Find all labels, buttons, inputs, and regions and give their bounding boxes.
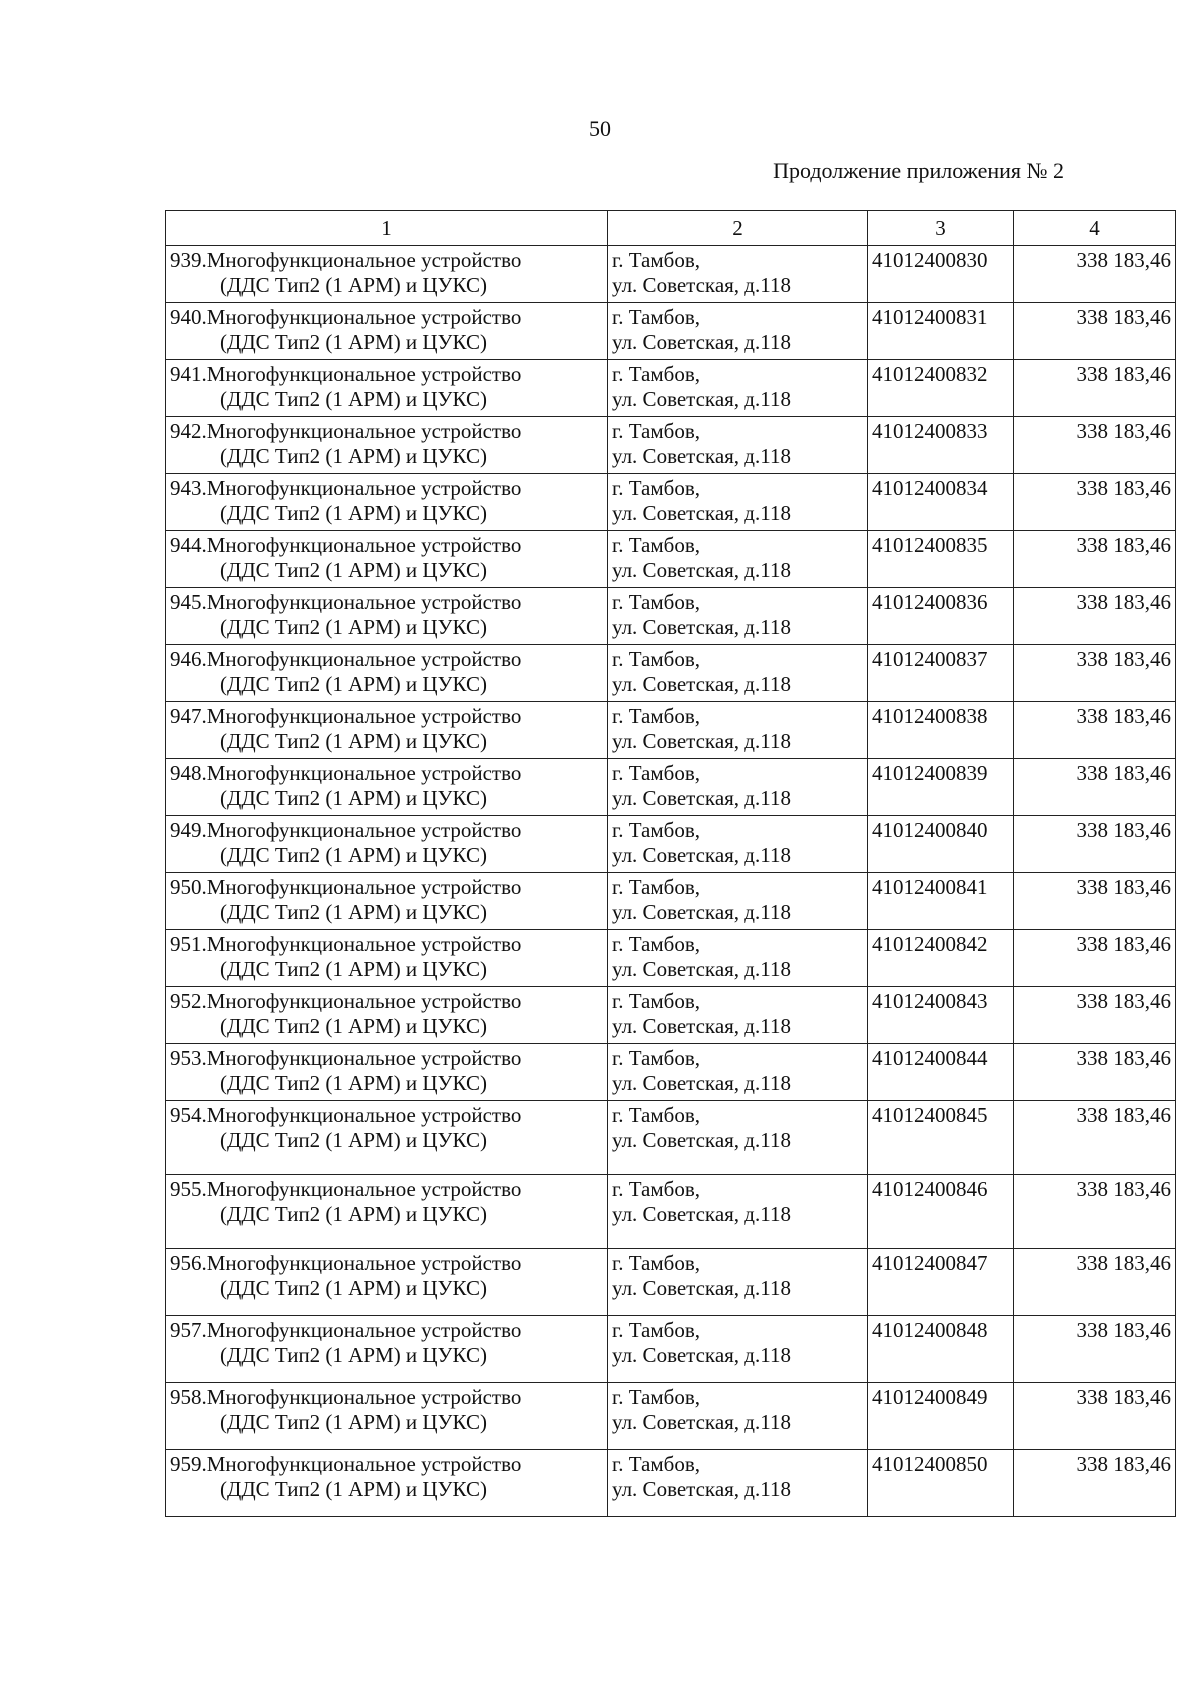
table-row (166, 246, 1176, 303)
table-row (166, 816, 1176, 873)
inventory-number-cell: 41012400848 (868, 1316, 1014, 1383)
table-row (166, 1044, 1176, 1101)
appendix-continuation-title: Продолжение приложения № 2 (773, 158, 1064, 183)
item-number: 941. (170, 362, 207, 386)
item-name-line2: (ДДС Тип2 (1 АРМ) и ЦУКС) (220, 672, 487, 696)
address-cell (608, 1450, 868, 1517)
address-street: ул. Советская, д.118 (612, 1128, 791, 1152)
inventory-number-cell: 41012400830 (868, 246, 1014, 303)
address-street: ул. Советская, д.118 (612, 1014, 791, 1038)
address-city: г. Тамбов, (612, 362, 701, 386)
inventory-number-cell: 41012400832 (868, 360, 1014, 417)
item-name-cell (166, 759, 608, 816)
item-number: 940. (170, 305, 207, 329)
item-number: 946. (170, 647, 207, 671)
amount-cell: 338 183,46 (1014, 759, 1176, 816)
item-name-cell (166, 987, 608, 1044)
inventory-number-cell: 41012400831 (868, 303, 1014, 360)
inventory-number-cell: 41012400845 (868, 1101, 1014, 1175)
item-name-line2: (ДДС Тип2 (1 АРМ) и ЦУКС) (220, 957, 487, 981)
amount-cell: 338 183,46 (1014, 246, 1176, 303)
amount-cell: 338 183,46 (1014, 1450, 1176, 1517)
amount-cell: 338 183,46 (1014, 645, 1176, 702)
address-cell (608, 759, 868, 816)
item-name-line1: Многофункциональное устройство (206, 1452, 522, 1476)
address-cell (608, 588, 868, 645)
amount-cell: 338 183,46 (1014, 1316, 1176, 1383)
item-number: 944. (170, 533, 207, 557)
table-row (166, 1383, 1176, 1450)
inventory-number-cell: 41012400833 (868, 417, 1014, 474)
item-name-line1: Многофункциональное устройство (206, 1318, 522, 1342)
item-name-cell (166, 1450, 608, 1517)
item-name-cell (166, 1249, 608, 1316)
inventory-number-cell: 41012400846 (868, 1175, 1014, 1249)
item-name-cell (166, 645, 608, 702)
amount-cell: 338 183,46 (1014, 1249, 1176, 1316)
amount-cell: 338 183,46 (1014, 1101, 1176, 1175)
item-number: 939. (170, 248, 207, 272)
inventory-number-cell: 41012400842 (868, 930, 1014, 987)
address-city: г. Тамбов, (612, 989, 701, 1013)
address-cell (608, 417, 868, 474)
table-row (166, 1316, 1176, 1383)
address-cell (608, 702, 868, 759)
address-cell (608, 1383, 868, 1450)
column-header-1: 1 (166, 211, 608, 246)
item-number: 955. (170, 1177, 207, 1201)
address-city: г. Тамбов, (612, 761, 701, 785)
amount-cell: 338 183,46 (1014, 930, 1176, 987)
table-row (166, 759, 1176, 816)
address-city: г. Тамбов, (612, 1177, 701, 1201)
address-cell (608, 531, 868, 588)
table-row (166, 987, 1176, 1044)
address-city: г. Тамбов, (612, 1452, 701, 1476)
address-street: ул. Советская, д.118 (612, 786, 791, 810)
address-city: г. Тамбов, (612, 1046, 701, 1070)
item-name-line1: Многофункциональное устройство (206, 1177, 522, 1201)
table-row (166, 702, 1176, 759)
inventory-number-cell: 41012400835 (868, 531, 1014, 588)
table-row (166, 417, 1176, 474)
inventory-number-cell: 41012400844 (868, 1044, 1014, 1101)
item-name-line2: (ДДС Тип2 (1 АРМ) и ЦУКС) (220, 1014, 487, 1038)
item-name-cell (166, 303, 608, 360)
item-number: 949. (170, 818, 207, 842)
address-street: ул. Советская, д.118 (612, 900, 791, 924)
address-street: ул. Советская, д.118 (612, 501, 791, 525)
item-name-cell (166, 474, 608, 531)
item-name-line2: (ДДС Тип2 (1 АРМ) и ЦУКС) (220, 444, 487, 468)
inventory-number-cell: 41012400837 (868, 645, 1014, 702)
table-row (166, 531, 1176, 588)
item-name-line1: Многофункциональное устройство (206, 305, 522, 329)
item-name-line2: (ДДС Тип2 (1 АРМ) и ЦУКС) (220, 729, 487, 753)
address-cell (608, 987, 868, 1044)
inventory-number-cell: 41012400841 (868, 873, 1014, 930)
address-cell (608, 1316, 868, 1383)
item-name-line2: (ДДС Тип2 (1 АРМ) и ЦУКС) (220, 1202, 487, 1226)
inventory-number-cell: 41012400838 (868, 702, 1014, 759)
address-city: г. Тамбов, (612, 590, 701, 614)
amount-cell: 338 183,46 (1014, 417, 1176, 474)
address-city: г. Тамбов, (612, 704, 701, 728)
item-name-line1: Многофункциональное устройство (206, 419, 522, 443)
item-name-line2: (ДДС Тип2 (1 АРМ) и ЦУКС) (220, 615, 487, 639)
amount-cell: 338 183,46 (1014, 531, 1176, 588)
address-street: ул. Советская, д.118 (612, 444, 791, 468)
inventory-number-cell: 41012400843 (868, 987, 1014, 1044)
amount-cell: 338 183,46 (1014, 987, 1176, 1044)
inventory-number-cell: 41012400849 (868, 1383, 1014, 1450)
address-city: г. Тамбов, (612, 875, 701, 899)
item-number: 953. (170, 1046, 207, 1070)
item-name-line1: Многофункциональное устройство (206, 476, 522, 500)
item-name-line2: (ДДС Тип2 (1 АРМ) и ЦУКС) (220, 558, 487, 582)
item-number: 951. (170, 932, 207, 956)
address-cell (608, 645, 868, 702)
item-name-cell (166, 588, 608, 645)
table-header-row (166, 211, 1176, 246)
item-name-cell (166, 873, 608, 930)
address-city: г. Тамбов, (612, 1318, 701, 1342)
item-number: 954. (170, 1103, 207, 1127)
address-street: ул. Советская, д.118 (612, 843, 791, 867)
amount-cell: 338 183,46 (1014, 1383, 1176, 1450)
item-name-line2: (ДДС Тип2 (1 АРМ) и ЦУКС) (220, 330, 487, 354)
address-cell (608, 873, 868, 930)
address-cell (608, 1101, 868, 1175)
item-name-cell (166, 1044, 608, 1101)
amount-cell: 338 183,46 (1014, 588, 1176, 645)
item-name-line2: (ДДС Тип2 (1 АРМ) и ЦУКС) (220, 1343, 487, 1367)
address-street: ул. Советская, д.118 (612, 387, 791, 411)
table-row (166, 930, 1176, 987)
address-cell (608, 930, 868, 987)
item-name-line1: Многофункциональное устройство (206, 590, 522, 614)
item-name-cell (166, 417, 608, 474)
item-name-line1: Многофункциональное устройство (206, 1385, 522, 1409)
item-name-line2: (ДДС Тип2 (1 АРМ) и ЦУКС) (220, 387, 487, 411)
item-name-line2: (ДДС Тип2 (1 АРМ) и ЦУКС) (220, 843, 487, 867)
table-row (166, 303, 1176, 360)
amount-cell: 338 183,46 (1014, 1044, 1176, 1101)
address-street: ул. Советская, д.118 (612, 1276, 791, 1300)
item-name-cell (166, 1175, 608, 1249)
amount-cell: 338 183,46 (1014, 702, 1176, 759)
inventory-number-cell: 41012400840 (868, 816, 1014, 873)
address-street: ул. Советская, д.118 (612, 558, 791, 582)
table-row (166, 474, 1176, 531)
item-number: 957. (170, 1318, 207, 1342)
item-name-line2: (ДДС Тип2 (1 АРМ) и ЦУКС) (220, 786, 487, 810)
item-name-line1: Многофункциональное устройство (206, 362, 522, 386)
address-street: ул. Советская, д.118 (612, 1477, 791, 1501)
item-name-line2: (ДДС Тип2 (1 АРМ) и ЦУКС) (220, 1128, 487, 1152)
table-row (166, 360, 1176, 417)
address-city: г. Тамбов, (612, 1385, 701, 1409)
address-street: ул. Советская, д.118 (612, 1343, 791, 1367)
item-number: 958. (170, 1385, 207, 1409)
item-name-line2: (ДДС Тип2 (1 АРМ) и ЦУКС) (220, 501, 487, 525)
address-street: ул. Советская, д.118 (612, 273, 791, 297)
column-header-2: 2 (608, 211, 868, 246)
item-name-line2: (ДДС Тип2 (1 АРМ) и ЦУКС) (220, 900, 487, 924)
item-number: 943. (170, 476, 207, 500)
item-name-line1: Многофункциональное устройство (206, 647, 522, 671)
address-cell (608, 360, 868, 417)
address-cell (608, 246, 868, 303)
item-number: 942. (170, 419, 207, 443)
item-name-cell (166, 930, 608, 987)
address-cell (608, 1249, 868, 1316)
item-name-line2: (ДДС Тип2 (1 АРМ) и ЦУКС) (220, 273, 487, 297)
item-name-line2: (ДДС Тип2 (1 АРМ) и ЦУКС) (220, 1410, 487, 1434)
amount-cell: 338 183,46 (1014, 816, 1176, 873)
item-name-cell (166, 360, 608, 417)
address-city: г. Тамбов, (612, 1103, 701, 1127)
item-number: 950. (170, 875, 207, 899)
item-name-line2: (ДДС Тип2 (1 АРМ) и ЦУКС) (220, 1071, 487, 1095)
item-name-line1: Многофункциональное устройство (206, 1103, 522, 1127)
item-name-line1: Многофункциональное устройство (206, 989, 522, 1013)
item-name-line1: Многофункциональное устройство (206, 248, 522, 272)
item-name-line2: (ДДС Тип2 (1 АРМ) и ЦУКС) (220, 1276, 487, 1300)
item-name-line1: Многофункциональное устройство (206, 1046, 522, 1070)
address-street: ул. Советская, д.118 (612, 729, 791, 753)
table-row (166, 588, 1176, 645)
item-name-cell (166, 1316, 608, 1383)
table-row (166, 1175, 1176, 1249)
address-street: ул. Советская, д.118 (612, 957, 791, 981)
inventory-number-cell: 41012400839 (868, 759, 1014, 816)
amount-cell: 338 183,46 (1014, 474, 1176, 531)
address-cell (608, 816, 868, 873)
table-row (166, 873, 1176, 930)
inventory-number-cell: 41012400847 (868, 1249, 1014, 1316)
item-name-line1: Многофункциональное устройство (206, 761, 522, 785)
inventory-number-cell: 41012400836 (868, 588, 1014, 645)
item-number: 945. (170, 590, 207, 614)
table-row (166, 1249, 1176, 1316)
item-name-line2: (ДДС Тип2 (1 АРМ) и ЦУКС) (220, 1477, 487, 1501)
item-name-line1: Многофункциональное устройство (206, 1251, 522, 1275)
item-number: 952. (170, 989, 207, 1013)
amount-cell: 338 183,46 (1014, 303, 1176, 360)
table-body (166, 246, 1176, 1517)
page-number: 50 (589, 116, 611, 141)
item-name-line1: Многофункциональное устройство (206, 704, 522, 728)
address-street: ул. Советская, д.118 (612, 1071, 791, 1095)
address-city: г. Тамбов, (612, 248, 701, 272)
table-row (166, 1450, 1176, 1517)
address-city: г. Тамбов, (612, 932, 701, 956)
amount-cell: 338 183,46 (1014, 873, 1176, 930)
address-city: г. Тамбов, (612, 419, 701, 443)
address-street: ул. Советская, д.118 (612, 1410, 791, 1434)
address-city: г. Тамбов, (612, 1251, 701, 1275)
item-number: 947. (170, 704, 207, 728)
address-street: ул. Советская, д.118 (612, 330, 791, 354)
address-cell (608, 1175, 868, 1249)
asset-table (165, 210, 1176, 1517)
item-name-line1: Многофункциональное устройство (206, 932, 522, 956)
inventory-number-cell: 41012400850 (868, 1450, 1014, 1517)
item-number: 956. (170, 1251, 207, 1275)
address-city: г. Тамбов, (612, 305, 701, 329)
item-name-cell (166, 1101, 608, 1175)
address-cell (608, 474, 868, 531)
table-row (166, 645, 1176, 702)
address-street: ул. Советская, д.118 (612, 1202, 791, 1226)
address-city: г. Тамбов, (612, 533, 701, 557)
address-street: ул. Советская, д.118 (612, 672, 791, 696)
item-name-line1: Многофункциональное устройство (206, 875, 522, 899)
amount-cell: 338 183,46 (1014, 360, 1176, 417)
inventory-number-cell: 41012400834 (868, 474, 1014, 531)
item-number: 948. (170, 761, 207, 785)
address-cell (608, 303, 868, 360)
address-city: г. Тамбов, (612, 647, 701, 671)
address-city: г. Тамбов, (612, 818, 701, 842)
item-name-cell (166, 702, 608, 759)
column-header-4: 4 (1014, 211, 1176, 246)
item-number: 959. (170, 1452, 207, 1476)
address-city: г. Тамбов, (612, 476, 701, 500)
table-row (166, 1101, 1176, 1175)
column-header-3: 3 (868, 211, 1014, 246)
item-name-line1: Многофункциональное устройство (206, 533, 522, 557)
item-name-line1: Многофункциональное устройство (206, 818, 522, 842)
item-name-cell (166, 246, 608, 303)
address-cell (608, 1044, 868, 1101)
item-name-cell (166, 1383, 608, 1450)
item-name-cell (166, 816, 608, 873)
address-street: ул. Советская, д.118 (612, 615, 791, 639)
item-name-cell (166, 531, 608, 588)
amount-cell: 338 183,46 (1014, 1175, 1176, 1249)
